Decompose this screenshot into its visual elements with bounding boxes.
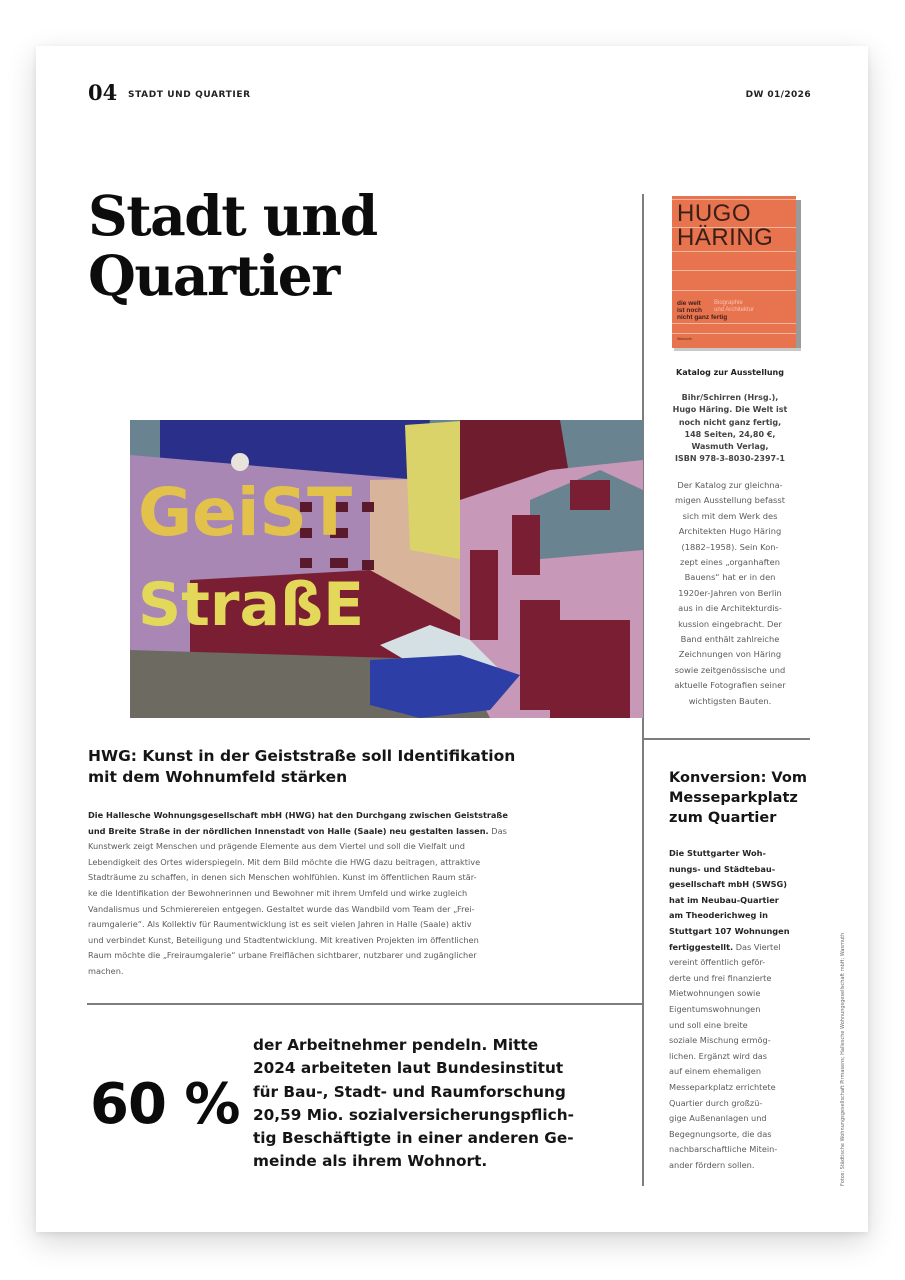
book-cover xyxy=(672,196,800,350)
body-text: Messeparkplatz errichtete xyxy=(669,1081,776,1092)
conversion-headline xyxy=(669,768,819,828)
cover-stripe xyxy=(672,323,796,324)
body-text: lichen. Ergänzt wird das xyxy=(669,1050,768,1061)
body-text: ander fördern sollen. xyxy=(669,1159,755,1170)
body-line xyxy=(669,908,819,924)
headline-line: mit dem Wohnumfeld stärken xyxy=(88,768,348,786)
description-line: 1920er-Jahren von Berlin xyxy=(678,587,782,598)
description-line: sich mit dem Werk des xyxy=(682,510,778,521)
cover-publisher: Wasmuth xyxy=(677,337,692,341)
statistic-line: 2024 arbeiteten laut Bundesinstitut xyxy=(253,1059,564,1078)
body-line xyxy=(669,940,819,956)
body-line xyxy=(88,886,648,902)
body-line xyxy=(88,964,648,980)
mural-lettering-top: GeiST xyxy=(138,474,353,551)
body-line xyxy=(669,1049,819,1065)
body-line xyxy=(88,855,648,871)
mural-lettering-bottom: StraßE xyxy=(138,570,365,640)
body-lead-bold: gesellschaft mbH (SWSG) xyxy=(669,879,787,890)
body-line xyxy=(669,1018,819,1034)
body-line xyxy=(88,839,648,855)
body-text: Raum möchte die „Freiraumgalerie“ urbane Freiflächen sichtbarer, nutzbarer und zugänglicher xyxy=(88,950,477,961)
body-text: nachbarschaftliche Mitein- xyxy=(669,1144,778,1155)
body-text: Kunstwerk zeigt Menschen und prägende Elemente aus dem Viertel und soll die Vielfalt und xyxy=(88,841,465,852)
conversion-body xyxy=(669,846,819,1173)
book-spine xyxy=(796,200,801,350)
body-lead-bold: Stuttgart 107 Wohnungen xyxy=(669,925,790,936)
hwg-body xyxy=(88,808,648,980)
body-lead-bold: am Theoderichweg in xyxy=(669,910,768,921)
body-line xyxy=(88,948,648,964)
description-line: migen Ausstellung befasst xyxy=(675,495,785,506)
bibliography-line: Bihr/Schirren (Hrsg.), xyxy=(681,393,779,402)
body-text: Quartier durch großzü- xyxy=(669,1097,763,1108)
bibliography-line: Wasmuth Verlag, xyxy=(691,442,769,452)
body-line xyxy=(669,1142,819,1158)
cover-stripe xyxy=(672,251,796,252)
body-text: Begegnungsorte, die das xyxy=(669,1128,772,1139)
photo-credit-text: Fotos: Städtische Wohnungsgesellschaft Pirmasens; Hallesche Wohnungsgesellschaft mbH; Wasmuth xyxy=(840,932,846,1186)
body-text: Das xyxy=(488,825,507,836)
body-line xyxy=(88,917,648,933)
cover-subtitle-line: nicht ganz fertig xyxy=(677,314,728,321)
bibliography-line: noch nicht ganz fertig, xyxy=(678,417,782,427)
body-lead-bold: und Breite Straße in der nördlichen Innenstadt von Halle (Saale) neu gestalten lassen. xyxy=(88,825,489,836)
body-line xyxy=(88,824,648,840)
body-line xyxy=(669,971,819,987)
description-line: aus in die Architekturdis- xyxy=(678,603,782,614)
cover-stripe xyxy=(672,333,796,334)
body-line xyxy=(88,933,648,949)
cover-stripe xyxy=(672,290,796,291)
statistic-line: der Arbeitnehmer pendeln. Mitte xyxy=(253,1036,539,1054)
side-divider xyxy=(644,738,810,740)
body-line xyxy=(669,924,819,940)
body-line xyxy=(669,1158,819,1174)
description-line: kussion eingebracht. Der xyxy=(678,618,782,629)
body-lead-bold: Die Stuttgarter Woh- xyxy=(669,848,766,858)
headline-line: Messeparkplatz xyxy=(669,790,798,806)
body-lead-bold: Die Hallesche Wohnungsgesellschaft mbH (HWG) hat den Durchgang zwischen Geiststraße xyxy=(88,810,508,820)
body-lead-bold: fertiggestellt. xyxy=(669,941,734,952)
body-text: und verbindet Kunst, Beteiligung und Stadtentwicklung. Mit kreativen Projekten im öffentlichen xyxy=(88,934,479,945)
photo-credit xyxy=(840,746,850,1186)
body-line xyxy=(88,902,648,918)
description-line: Zeichnungen von Häring xyxy=(678,649,782,660)
body-line xyxy=(669,877,819,893)
cover-subtitle-line: die welt xyxy=(677,300,701,307)
book-caption-title: Katalog zur Ausstellung xyxy=(676,368,784,377)
headline-line: HWG: Kunst in der Geiststraße soll Identifikation xyxy=(88,747,516,765)
description-line: Band enthält zahlreiche xyxy=(680,634,780,645)
body-line xyxy=(669,1080,819,1096)
book-cover-front xyxy=(672,196,796,348)
statistic-line: tig Beschäftigte in einer anderen Ge- xyxy=(253,1129,574,1148)
cover-subtitle-light xyxy=(714,300,754,314)
description-line: Bauens“ hat er in den xyxy=(684,572,776,583)
book-bibliography xyxy=(648,392,812,466)
cover-subtitle-light-line: Biographie xyxy=(714,300,743,306)
body-line xyxy=(669,1127,819,1143)
mural-illustration xyxy=(130,420,643,718)
statistic-line: für Bau-, Stadt- und Raumforschung xyxy=(253,1082,566,1101)
body-line xyxy=(669,1096,819,1112)
statistic-line: 20,59 Mio. sozialversicherungspflich- xyxy=(253,1105,574,1124)
bibliography-line: ISBN 978-3-8030-2397-1 xyxy=(675,454,785,464)
description-line: aktuelle Fotografien seiner xyxy=(674,680,786,691)
body-line xyxy=(669,1064,819,1080)
section-label: STADT UND QUARTIER xyxy=(128,90,251,100)
cover-subtitle-line: ist noch xyxy=(677,307,702,314)
body-line xyxy=(669,862,819,878)
hwg-headline xyxy=(88,746,608,788)
statistic-text xyxy=(253,1034,633,1174)
cover-title xyxy=(677,202,773,250)
book-description xyxy=(648,478,812,709)
description-line: zept eines „organhaften xyxy=(679,557,781,568)
page-title-line-1: Stadt und xyxy=(88,183,377,248)
mural-photo xyxy=(130,420,643,718)
body-text: raumgalerie“. Als Kollektiv für Raumentwicklung ist es seit vielen Jahren in Halle (Saale) aktiv xyxy=(88,919,472,930)
page-title-line-2: Quartier xyxy=(88,243,339,308)
body-line xyxy=(669,1002,819,1018)
page-title xyxy=(88,183,448,308)
headline-line: zum Quartier xyxy=(669,810,777,826)
body-line xyxy=(669,893,819,909)
body-text: auf einem ehemaligen xyxy=(669,1066,762,1077)
bottom-divider xyxy=(87,1003,643,1005)
body-line xyxy=(88,870,648,886)
bibliography-line: Hugo Häring. Die Welt ist xyxy=(672,405,788,415)
body-text: Lebendigkeit des Ortes widerspiegeln. Mit dem Bild möchte die HWG dazu beitragen, attraktive xyxy=(88,856,481,867)
body-text: derte und frei finanzierte xyxy=(669,972,772,983)
body-lead-bold: hat im Neubau-Quartier xyxy=(669,894,779,905)
magazine-page xyxy=(36,46,868,1232)
body-text: Das Viertel xyxy=(733,941,781,952)
body-line xyxy=(669,1111,819,1127)
description-line: sowie zeitgenössische und xyxy=(674,664,786,675)
body-line xyxy=(669,986,819,1002)
page-number: 04 xyxy=(88,80,118,105)
body-text: und soll eine breite xyxy=(669,1019,748,1030)
statistic-value: 60 % xyxy=(90,1072,240,1137)
cover-stripe xyxy=(672,270,796,271)
description-line: Architekten Hugo Häring xyxy=(678,526,782,537)
body-text: vereint öffentlich geför- xyxy=(669,957,766,968)
body-text: soziale Mischung ermög- xyxy=(669,1035,771,1046)
issue-label: DW 01/2026 xyxy=(745,90,811,100)
body-lead-bold: nungs- und Städtebau- xyxy=(669,863,776,874)
body-text: Stadträume zu schaffen, in denen sich Menschen wohlfühlen. Kunst im öffentlichen Raum stär- xyxy=(88,872,477,883)
description-line: Der Katalog zur gleichna- xyxy=(677,480,783,490)
body-text: gige Außenanlagen und xyxy=(669,1113,767,1124)
body-line xyxy=(669,846,819,862)
description-line: (1882–1958). Sein Kon- xyxy=(681,541,779,552)
body-line xyxy=(669,1033,819,1049)
body-text: Eigentumswohnungen xyxy=(669,1003,761,1014)
body-line xyxy=(88,808,648,824)
description-line: wichtigsten Bauten. xyxy=(688,695,772,706)
statistic-line: meinde als ihrem Wohnort. xyxy=(253,1152,488,1171)
body-text: Vandalismus und Schmierereien entgegen. Gestaltet wurde das Wandbild vom Team der „Frei- xyxy=(88,903,475,914)
cover-subtitle-light-line: und Architektur xyxy=(714,307,755,313)
headline-line: Konversion: Vom xyxy=(669,770,807,786)
body-text: machen. xyxy=(88,965,124,976)
bibliography-line: 148 Seiten, 24,80 €, xyxy=(684,429,776,439)
body-text: ke die Identifikation der Bewohnerinnen und Bewohner mit ihrem Umfeld und wirke zugleich xyxy=(88,887,468,898)
body-text: Mietwohnungen sowie xyxy=(669,988,761,999)
cover-title-line-2: HÄRING xyxy=(677,224,774,251)
book-shadow xyxy=(674,348,801,351)
cover-title-line-1: HUGO xyxy=(677,200,751,227)
body-line xyxy=(669,955,819,971)
